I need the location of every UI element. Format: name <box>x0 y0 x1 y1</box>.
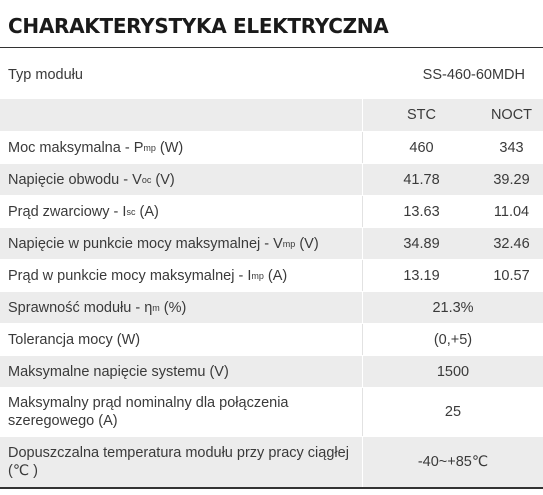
column-header-row <box>0 99 543 131</box>
row-noct-value: 11.04 <box>493 203 530 220</box>
row-value: (0,+5) <box>433 331 473 348</box>
row-label: Napięcie w punkcie mocy maksymalnej - V mp (V) <box>8 235 319 252</box>
row-stc-value: 34.89 <box>403 235 440 252</box>
row-noct-value: 10.57 <box>493 267 530 284</box>
row-noct-value: 39.29 <box>493 171 530 188</box>
table-row <box>0 132 543 163</box>
table-title: CHARAKTERYSTYKA ELEKTRYCZNA <box>8 14 389 38</box>
row-label: Tolerancja mocy (W) <box>8 331 141 348</box>
row-stc-value: 41.78 <box>403 171 440 188</box>
row-label: Napięcie obwodu - V oc (V) <box>8 171 175 188</box>
model-label: Typ modułu <box>8 66 83 83</box>
table-row <box>0 228 543 259</box>
table-row <box>0 164 543 195</box>
title-divider <box>0 47 543 48</box>
row-label: Maksymalne napięcie systemu (V) <box>8 363 229 380</box>
table-row <box>0 356 543 387</box>
row-value: -40~+85℃ <box>417 454 489 470</box>
row-noct-value: 32.46 <box>493 235 530 252</box>
row-label: Prąd w punkcie mocy maksymalnej - I mp (A) <box>8 267 288 284</box>
table-row <box>0 324 543 355</box>
row-stc-value: 460 <box>409 139 434 156</box>
table-row <box>0 437 543 487</box>
row-stc-value: 13.63 <box>403 203 440 220</box>
table-row <box>0 260 543 291</box>
row-stc-value: 13.19 <box>403 267 440 284</box>
model-row <box>0 56 543 93</box>
header-stc: STC <box>407 107 436 123</box>
table-row <box>0 196 543 227</box>
row-label: Maksymalny prąd nominalny dla połączenia szeregowego (A) <box>8 395 289 429</box>
row-noct-value: 343 <box>499 139 524 156</box>
row-label: Dopuszczalna temperatura modułu przy pracy ciągłej (℃ ) <box>8 445 349 479</box>
table-row <box>0 292 543 323</box>
bottom-divider <box>0 487 543 489</box>
row-label: Moc maksymalna - P mp (W) <box>8 139 184 156</box>
model-value: SS-460-60MDH <box>422 66 525 83</box>
row-label: Prąd zwarciowy - I sc (A) <box>8 203 159 220</box>
table-row <box>0 388 543 436</box>
row-value: 21.3% <box>432 299 474 316</box>
header-noct: NOCT <box>490 107 533 123</box>
row-value: 1500 <box>436 363 470 380</box>
row-value: 25 <box>444 404 462 420</box>
row-label: Sprawność modułu - η m (%) <box>8 299 187 316</box>
